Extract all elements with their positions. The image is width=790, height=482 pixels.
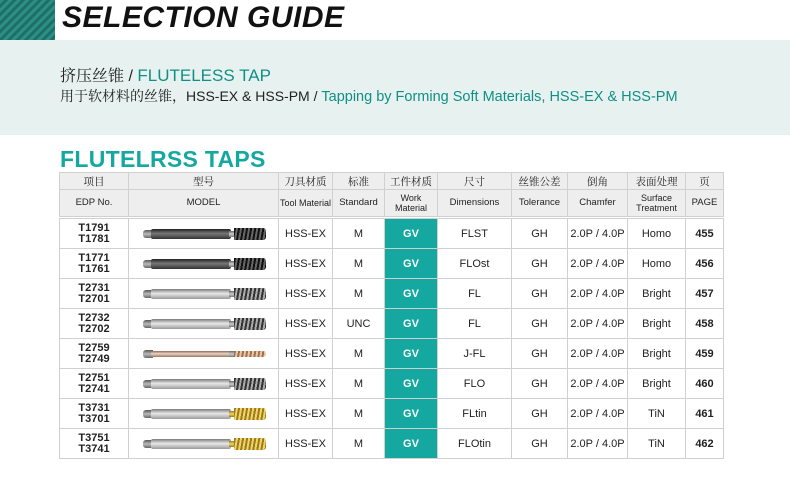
tap-bronze-icon <box>137 348 271 360</box>
standard-cell: M <box>333 219 385 249</box>
header-en-work-material: Work Material <box>385 190 438 217</box>
edp-number: T2741 <box>78 382 110 395</box>
edp-number: T3741 <box>78 442 110 455</box>
page-cell: 456 <box>686 249 724 279</box>
standard-cell: UNC <box>333 309 385 339</box>
edp-number: T2751 <box>78 371 110 384</box>
tool-material-cell: HSS-EX <box>279 429 333 459</box>
tap-gold-tip-icon <box>137 408 271 420</box>
tap-bright-icon <box>137 288 271 300</box>
work-material-cell: GV <box>385 219 438 249</box>
subtitle-2-separator: / <box>313 88 318 104</box>
subtitle-line-2 <box>60 86 678 106</box>
table-row <box>60 399 724 429</box>
header-en-model: MODEL <box>129 190 279 217</box>
edp-number: T1781 <box>78 232 110 245</box>
standard-cell: M <box>333 429 385 459</box>
edp-cell <box>60 399 129 429</box>
tap-bright-icon <box>137 378 271 390</box>
work-material-cell: GV <box>385 369 438 399</box>
edp-cell <box>60 339 129 369</box>
subtitle-line-1 <box>60 63 271 86</box>
chamfer-cell: 2.0P / 4.0P <box>568 249 628 279</box>
surface-cell: Bright <box>628 339 686 369</box>
edp-number: T1791 <box>78 221 110 234</box>
model-cell <box>129 219 279 249</box>
standard-cell: M <box>333 399 385 429</box>
tool-material-cell: HSS-EX <box>279 249 333 279</box>
edp-number: T2732 <box>78 311 110 324</box>
page-cell: 457 <box>686 279 724 309</box>
header-zh-edp: 项目 <box>60 173 129 190</box>
chamfer-cell: 2.0P / 4.0P <box>568 399 628 429</box>
tolerance-cell: GH <box>512 249 568 279</box>
dimensions-cell: FLtin <box>438 399 512 429</box>
work-material-cell: GV <box>385 279 438 309</box>
tolerance-cell: GH <box>512 429 568 459</box>
tolerance-cell: GH <box>512 339 568 369</box>
edp-number: T3731 <box>78 401 110 414</box>
edp-cell <box>60 369 129 399</box>
header-zh-work-material: 工件材质 <box>385 173 438 190</box>
model-cell <box>129 369 279 399</box>
header-en-surface: Surface Treatment <box>628 190 686 217</box>
edp-number: T2701 <box>78 292 110 305</box>
tolerance-cell: GH <box>512 219 568 249</box>
page-cell: 459 <box>686 339 724 369</box>
edp-number: T3751 <box>78 431 110 444</box>
standard-cell: M <box>333 249 385 279</box>
header-zh-page: 页 <box>686 173 724 190</box>
tool-material-cell: HSS-EX <box>279 399 333 429</box>
tool-material-cell: HSS-EX <box>279 309 333 339</box>
header-row-zh <box>60 173 724 190</box>
page-cell: 458 <box>686 309 724 339</box>
tool-material-cell: HSS-EX <box>279 279 333 309</box>
chamfer-cell: 2.0P / 4.0P <box>568 309 628 339</box>
page-cell: 462 <box>686 429 724 459</box>
header-en-edp: EDP No. <box>60 190 129 217</box>
model-cell <box>129 279 279 309</box>
edp-cell <box>60 309 129 339</box>
header-zh-chamfer: 倒角 <box>568 173 628 190</box>
chamfer-cell: 2.0P / 4.0P <box>568 219 628 249</box>
chamfer-cell: 2.0P / 4.0P <box>568 369 628 399</box>
dimensions-cell: FL <box>438 279 512 309</box>
banner <box>0 0 790 40</box>
work-material-cell: GV <box>385 429 438 459</box>
table-row <box>60 339 724 369</box>
surface-cell: TiN <box>628 399 686 429</box>
edp-number: T2731 <box>78 281 110 294</box>
banner-pattern <box>0 0 60 40</box>
dimensions-cell: FLOtin <box>438 429 512 459</box>
page-cell: 460 <box>686 369 724 399</box>
header-en-tool-material: Tool Material <box>279 190 333 217</box>
tool-material-cell: HSS-EX <box>279 219 333 249</box>
edp-cell <box>60 429 129 459</box>
surface-cell: Bright <box>628 309 686 339</box>
header-zh-tool-material: 刀具材质 <box>279 173 333 190</box>
work-material-cell: GV <box>385 309 438 339</box>
work-material-cell: GV <box>385 249 438 279</box>
edp-cell <box>60 279 129 309</box>
table-row <box>60 429 724 459</box>
header-zh-surface: 表面处理 <box>628 173 686 190</box>
table-row <box>60 249 724 279</box>
tool-material-cell: HSS-EX <box>279 339 333 369</box>
header-en-standard: Standard <box>333 190 385 217</box>
dimensions-cell: FLO <box>438 369 512 399</box>
dimensions-cell: FLST <box>438 219 512 249</box>
table-row <box>60 369 724 399</box>
model-cell <box>129 309 279 339</box>
header-zh-dimensions: 尺寸 <box>438 173 512 190</box>
subtitle-2-zh: 用于软材料的丝锥，HSS-EX & HSS-PM <box>60 88 310 104</box>
model-cell <box>129 339 279 369</box>
chamfer-cell: 2.0P / 4.0P <box>568 339 628 369</box>
model-cell <box>129 399 279 429</box>
edp-number: T3701 <box>78 412 110 425</box>
tap-gold-icon <box>137 438 271 450</box>
work-material-cell: GV <box>385 339 438 369</box>
edp-number: T1771 <box>78 251 110 264</box>
section-title: FLUTELRSS TAPS <box>60 146 266 172</box>
standard-cell: M <box>333 339 385 369</box>
standard-cell: M <box>333 279 385 309</box>
dimensions-cell: FL <box>438 309 512 339</box>
chamfer-cell: 2.0P / 4.0P <box>568 429 628 459</box>
table-row <box>60 279 724 309</box>
tap-dark-icon <box>137 228 271 240</box>
subtitle-zh: 挤压丝锥 <box>60 68 125 85</box>
header-zh-model: 型号 <box>129 173 279 190</box>
header-en-dimensions: Dimensions <box>438 190 512 217</box>
header-zh-standard: 标准 <box>333 173 385 190</box>
header-en-chamfer: Chamfer <box>568 190 628 217</box>
dimensions-cell: FLOst <box>438 249 512 279</box>
page-cell: 461 <box>686 399 724 429</box>
header-zh-tolerance: 丝锥公差 <box>512 173 568 190</box>
model-cell <box>129 429 279 459</box>
tap-dark-icon <box>137 258 271 270</box>
table-row <box>60 309 724 339</box>
subtitle-en: FLUTELESS TAP <box>137 66 271 85</box>
selection-table <box>59 172 724 459</box>
standard-cell: M <box>333 369 385 399</box>
model-cell <box>129 249 279 279</box>
edp-number: T2702 <box>78 322 110 335</box>
edp-cell <box>60 219 129 249</box>
tolerance-cell: GH <box>512 309 568 339</box>
banner-title: SELECTION GUIDE <box>62 1 345 34</box>
edp-cell <box>60 249 129 279</box>
edp-number: T2749 <box>78 352 110 365</box>
subtitle-separator: / <box>128 68 133 85</box>
chamfer-cell: 2.0P / 4.0P <box>568 279 628 309</box>
table-row <box>60 219 724 249</box>
subtitle-2-en: Tapping by Forming Soft Materials, HSS-EX & HSS-PM <box>321 89 678 105</box>
surface-cell: TiN <box>628 429 686 459</box>
tap-bright-icon <box>137 318 271 330</box>
tolerance-cell: GH <box>512 279 568 309</box>
surface-cell: Homo <box>628 219 686 249</box>
dimensions-cell: J-FL <box>438 339 512 369</box>
edp-number: T1761 <box>78 262 110 275</box>
work-material-cell: GV <box>385 399 438 429</box>
header-row-en <box>60 190 724 217</box>
edp-number: T2759 <box>78 341 110 354</box>
header-en-tolerance: Tolerance <box>512 190 568 217</box>
page-cell: 455 <box>686 219 724 249</box>
surface-cell: Bright <box>628 279 686 309</box>
header-en-page: PAGE <box>686 190 724 217</box>
surface-cell: Bright <box>628 369 686 399</box>
tolerance-cell: GH <box>512 399 568 429</box>
tolerance-cell: GH <box>512 369 568 399</box>
tool-material-cell: HSS-EX <box>279 369 333 399</box>
surface-cell: Homo <box>628 249 686 279</box>
